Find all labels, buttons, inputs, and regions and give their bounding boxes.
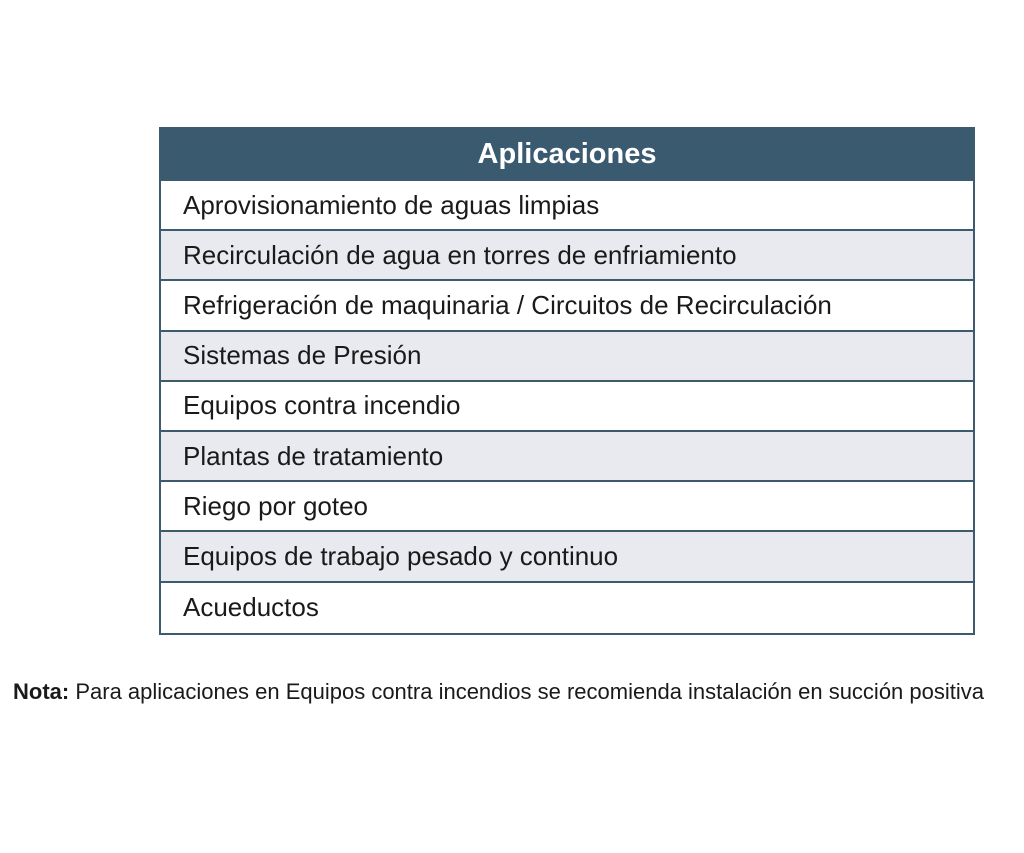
table-row: Plantas de tratamiento <box>161 432 973 482</box>
table-row: Refrigeración de maquinaria / Circuitos de Recirculación <box>161 281 973 331</box>
applications-table <box>159 127 975 635</box>
table-row: Equipos de trabajo pesado y continuo <box>161 532 973 582</box>
table-row: Acueductos <box>161 583 973 633</box>
table-header: Aplicaciones <box>161 129 973 181</box>
table-row: Aprovisionamiento de aguas limpias <box>161 181 973 231</box>
table-row: Riego por goteo <box>161 482 973 532</box>
table-row: Sistemas de Presión <box>161 332 973 382</box>
table-row: Equipos contra incendio <box>161 382 973 432</box>
note <box>13 678 1018 705</box>
table-row: Recirculación de agua en torres de enfriamiento <box>161 231 973 281</box>
note-text: Para aplicaciones en Equipos contra incendios se recomienda instalación en succión positiva <box>75 679 984 704</box>
note-label: Nota: <box>13 679 70 704</box>
